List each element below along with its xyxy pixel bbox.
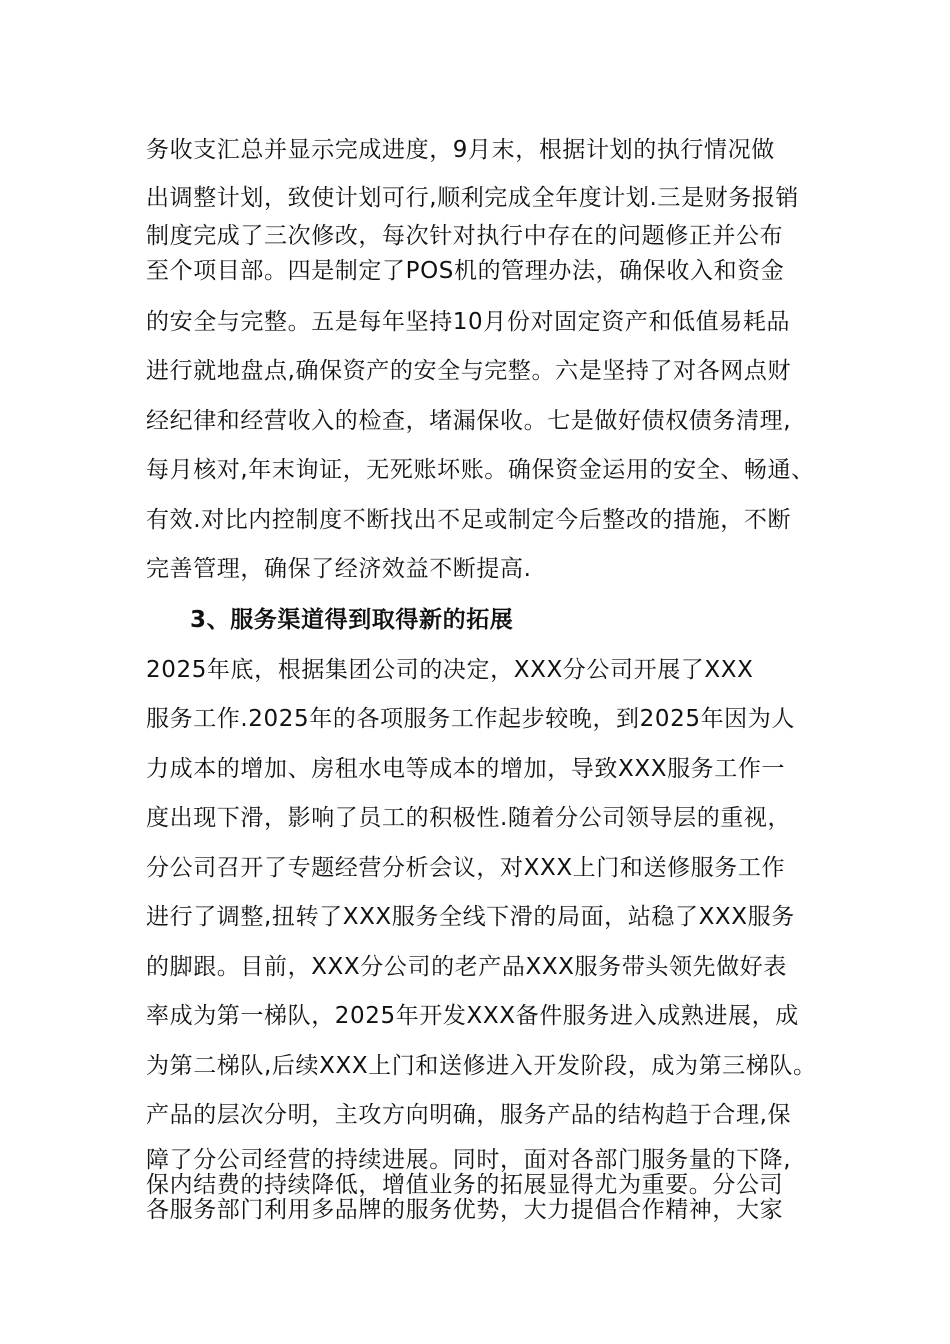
text-line: 制度完成了三次修改，每次针对执行中存在的问题修正并公布: [146, 223, 784, 249]
text-line: 2025年底，根据集团公司的决定，XXX分公司开展了XXX: [146, 657, 754, 683]
text-line: 服务工作.2025年的各项服务工作起步较晚，到2025年因为人: [146, 706, 795, 732]
text-line: 每月核对,年末询证，无死账坏账。确保资金运用的安全、畅通、: [146, 457, 815, 483]
text-line: 度出现下滑，影响了员工的积极性.随着分公司领导层的重视，: [146, 805, 792, 831]
text-line: 障了分公司经营的持续进展。同时，面对各部门服务量的下降,: [146, 1147, 792, 1173]
text-line: 分公司召开了专题经营分析会议，对XXX上门和送修服务工作: [146, 855, 786, 881]
text-line: 的安全与完整。五是每年坚持10月份对固定资产和低值易耗品: [146, 309, 791, 335]
text-line: 进行了调整,扭转了XXX服务全线下滑的局面，站稳了XXX服务: [146, 904, 795, 930]
text-line: 进行就地盘点,确保资产的安全与完整。六是坚持了对各网点财: [146, 358, 792, 384]
text-line: 有效.对比内控制度不断找出不足或制定今后整改的措施，不断: [146, 507, 792, 533]
text-line: 经纪律和经营收入的检查，堵漏保收。七是做好债权债务清理,: [146, 408, 792, 434]
text-line: 至个项目部。四是制定了POS机的管理办法，确保收入和资金: [146, 258, 785, 284]
section-heading: 3、服务渠道得到取得新的拓展: [190, 607, 514, 633]
text-line: 为第二梯队,后续XXX上门和送修进入开发阶段，成为第三梯队。: [146, 1053, 817, 1079]
text-line: 务收支汇总并显示完成进度，9月末，根据计划的执行情况做: [146, 137, 775, 163]
text-line: 率成为第一梯队，2025年开发XXX备件服务进入成熟进展，成: [146, 1003, 799, 1029]
text-line: 完善管理，确保了经济效益不断提高.: [146, 556, 532, 582]
text-line: 力成本的增加、房租水电等成本的增加，导致XXX服务工作一: [146, 756, 786, 782]
text-line: 保内结费的持续降低，增值业务的拓展显得尤为重要。分公司: [146, 1172, 784, 1198]
text-line: 出调整计划，致使计划可行,顺利完成全年度计划.三是财务报销: [146, 185, 800, 211]
text-line: 的脚跟。目前，XXX分公司的老产品XXX服务带头领先做好表: [146, 954, 787, 980]
text-line: 各服务部门利用多品牌的服务优势，大力提倡合作精神，大家: [146, 1197, 784, 1223]
text-line: 产品的层次分明，主攻方向明确，服务产品的结构趋于合理,保: [146, 1102, 792, 1128]
